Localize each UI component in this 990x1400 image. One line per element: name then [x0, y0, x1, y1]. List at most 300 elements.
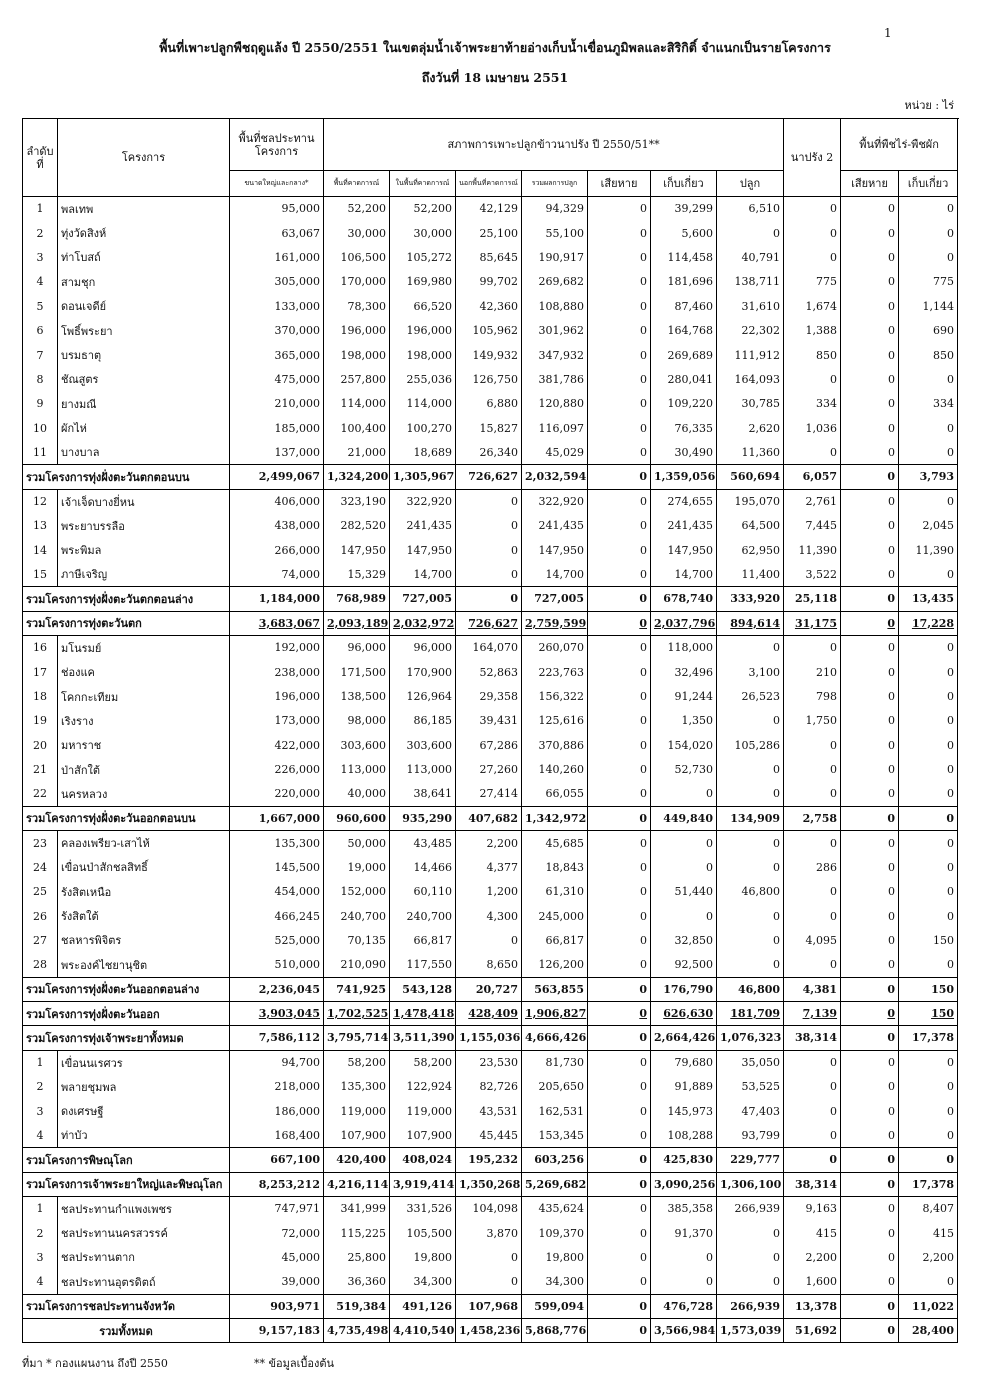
- value-cell: 0: [841, 514, 899, 538]
- value-cell: 1,305,967: [390, 465, 456, 489]
- row-number: 1: [23, 1050, 58, 1074]
- row-number: 22: [23, 782, 58, 806]
- summary-label: รวมโครงการชลประทานจังหวัด: [23, 1294, 230, 1318]
- value-cell: 176,790: [651, 977, 717, 1001]
- value-cell: 51,440: [651, 879, 717, 903]
- row-number: 17: [23, 660, 58, 684]
- value-cell: 19,800: [522, 1245, 588, 1269]
- value-cell: 64,500: [717, 514, 784, 538]
- value-cell: 0: [841, 953, 899, 977]
- value-cell: 240,700: [390, 904, 456, 928]
- value-cell: 422,000: [230, 733, 324, 757]
- value-cell: 305,000: [230, 270, 324, 294]
- value-cell: 13,435: [899, 587, 958, 611]
- value-cell: 0: [841, 465, 899, 489]
- value-cell: 147,950: [522, 538, 588, 562]
- value-cell: 0: [841, 538, 899, 562]
- col-header-forecast: พื้นที่คาดการณ์: [324, 171, 390, 197]
- value-cell: 0: [841, 1123, 899, 1147]
- value-cell: 0: [588, 806, 651, 830]
- project-name: พระองค์ไชยานุชิต: [58, 953, 230, 977]
- value-cell: 768,989: [324, 587, 390, 611]
- value-cell: 1,359,056: [651, 465, 717, 489]
- project-name: ชลประทานตาก: [58, 1245, 230, 1269]
- value-cell: 0: [899, 1270, 958, 1294]
- project-name: ชลประทานอุตรดิตถ์: [58, 1270, 230, 1294]
- summary-label: รวมโครงการทุ่งฝั่งตะวันออกตอนบน: [23, 806, 230, 830]
- value-cell: 0: [588, 318, 651, 342]
- value-cell: 169,980: [390, 270, 456, 294]
- row-number: 6: [23, 318, 58, 342]
- value-cell: 0: [899, 879, 958, 903]
- value-cell: 6,510: [717, 197, 784, 221]
- value-cell: 0: [588, 245, 651, 269]
- value-cell: 0: [899, 367, 958, 391]
- row-number: 19: [23, 709, 58, 733]
- value-cell: 0: [588, 416, 651, 440]
- value-cell: 0: [899, 1075, 958, 1099]
- value-cell: 30,490: [651, 440, 717, 464]
- value-cell: 70,135: [324, 928, 390, 952]
- value-cell: 334: [784, 392, 841, 416]
- row-number: 24: [23, 855, 58, 879]
- value-cell: 407,682: [456, 806, 522, 830]
- value-cell: 31,175: [784, 611, 841, 635]
- value-cell: 20,727: [456, 977, 522, 1001]
- value-cell: 667,100: [230, 1148, 324, 1172]
- value-cell: 30,000: [390, 221, 456, 245]
- value-cell: 282,520: [324, 514, 390, 538]
- value-cell: 0: [588, 1001, 651, 1025]
- project-name: ท่าบัว: [58, 1123, 230, 1147]
- value-cell: 25,100: [456, 221, 522, 245]
- value-cell: 0: [841, 1050, 899, 1074]
- value-cell: 280,041: [651, 367, 717, 391]
- value-cell: 0: [784, 440, 841, 464]
- value-cell: 0: [588, 660, 651, 684]
- value-cell: 0: [841, 367, 899, 391]
- value-cell: 0: [588, 1123, 651, 1147]
- value-cell: 164,768: [651, 318, 717, 342]
- value-cell: 438,000: [230, 514, 324, 538]
- summary-label: รวมโครงการเจ้าพระยาใหญ่และพิษณุโลก: [23, 1172, 230, 1196]
- row-number: 2: [23, 221, 58, 245]
- value-cell: 210,000: [230, 392, 324, 416]
- row-number: 26: [23, 904, 58, 928]
- value-cell: 0: [841, 440, 899, 464]
- value-cell: 45,685: [522, 831, 588, 855]
- value-cell: 52,200: [390, 197, 456, 221]
- value-cell: 190,917: [522, 245, 588, 269]
- value-cell: 181,709: [717, 1001, 784, 1025]
- value-cell: 43,531: [456, 1099, 522, 1123]
- project-name: ภาษีเจริญ: [58, 562, 230, 586]
- value-cell: 66,520: [390, 294, 456, 318]
- value-cell: 0: [717, 1245, 784, 1269]
- project-name: โคกกะเทียม: [58, 684, 230, 708]
- value-cell: 58,200: [324, 1050, 390, 1074]
- table-row: [23, 1221, 958, 1245]
- value-cell: 0: [784, 1123, 841, 1147]
- value-cell: 0: [841, 684, 899, 708]
- value-cell: 96,000: [324, 636, 390, 660]
- value-cell: 0: [588, 440, 651, 464]
- value-cell: 0: [841, 1099, 899, 1123]
- project-name: ท่าโบสถ์: [58, 245, 230, 269]
- table-row: [23, 1123, 958, 1147]
- value-cell: 156,322: [522, 684, 588, 708]
- project-name: รังสิตเหนือ: [58, 879, 230, 903]
- value-cell: 0: [588, 831, 651, 855]
- value-cell: 560,694: [717, 465, 784, 489]
- value-cell: 0: [456, 587, 522, 611]
- value-cell: 0: [651, 1245, 717, 1269]
- value-cell: 286: [784, 855, 841, 879]
- value-cell: 0: [717, 928, 784, 952]
- value-cell: 3,100: [717, 660, 784, 684]
- table-row: [23, 709, 958, 733]
- value-cell: 3,793: [899, 465, 958, 489]
- value-cell: 0: [841, 197, 899, 221]
- value-cell: 26,340: [456, 440, 522, 464]
- value-cell: 894,614: [717, 611, 784, 635]
- value-cell: 415: [899, 1221, 958, 1245]
- value-cell: 13,378: [784, 1294, 841, 1318]
- value-cell: 2,093,189: [324, 611, 390, 635]
- table-row: [23, 294, 958, 318]
- table-row: [23, 855, 958, 879]
- summary-label: รวมโครงการทุ่งฝั่งตะวันตกตอนล่าง: [23, 587, 230, 611]
- value-cell: 11,390: [899, 538, 958, 562]
- value-cell: 1,350: [651, 709, 717, 733]
- value-cell: 0: [588, 514, 651, 538]
- col-header-field-planted: ปลูก: [717, 171, 784, 197]
- row-number: 5: [23, 294, 58, 318]
- value-cell: 147,950: [390, 538, 456, 562]
- value-cell: 850: [784, 343, 841, 367]
- value-cell: 2,664,426: [651, 1026, 717, 1050]
- value-cell: 0: [841, 782, 899, 806]
- value-cell: 1,342,972: [522, 806, 588, 830]
- value-cell: 0: [651, 904, 717, 928]
- value-cell: 1,573,039: [717, 1318, 784, 1342]
- value-cell: 66,817: [390, 928, 456, 952]
- value-cell: 107,968: [456, 1294, 522, 1318]
- value-cell: 238,000: [230, 660, 324, 684]
- table-row: [23, 221, 958, 245]
- value-cell: 0: [841, 1245, 899, 1269]
- value-cell: 140,260: [522, 757, 588, 781]
- summary-row: [23, 587, 958, 611]
- value-cell: 0: [841, 1026, 899, 1050]
- row-number: 27: [23, 928, 58, 952]
- value-cell: 599,094: [522, 1294, 588, 1318]
- value-cell: 425,830: [651, 1148, 717, 1172]
- row-number: 21: [23, 757, 58, 781]
- col-header-irrigation-sub: ขนาดใหญ่และกลาง*: [230, 171, 324, 197]
- value-cell: 741,925: [324, 977, 390, 1001]
- value-cell: 0: [899, 562, 958, 586]
- col-header-rice-group: สภาพการเพาะปลูกข้าวนาปรัง ปี 2550/51**: [324, 119, 784, 171]
- value-cell: 0: [841, 562, 899, 586]
- value-cell: 161,000: [230, 245, 324, 269]
- value-cell: 198,000: [390, 343, 456, 367]
- value-cell: 95,000: [230, 197, 324, 221]
- value-cell: 850: [899, 343, 958, 367]
- table-row: [23, 1245, 958, 1269]
- value-cell: 0: [456, 1245, 522, 1269]
- value-cell: 63,067: [230, 221, 324, 245]
- value-cell: 94,700: [230, 1050, 324, 1074]
- value-cell: 0: [899, 806, 958, 830]
- value-cell: 678,740: [651, 587, 717, 611]
- value-cell: 173,000: [230, 709, 324, 733]
- value-cell: 0: [784, 1050, 841, 1074]
- value-cell: 99,702: [456, 270, 522, 294]
- value-cell: 0: [841, 294, 899, 318]
- value-cell: 106,500: [324, 245, 390, 269]
- value-cell: 0: [717, 1221, 784, 1245]
- value-cell: 303,600: [324, 733, 390, 757]
- value-cell: 0: [588, 855, 651, 879]
- summary-row: [23, 1294, 958, 1318]
- value-cell: 154,020: [651, 733, 717, 757]
- value-cell: 3,566,984: [651, 1318, 717, 1342]
- value-cell: 435,624: [522, 1197, 588, 1221]
- value-cell: 25,800: [324, 1245, 390, 1269]
- summary-label: รวมทั้งหมด: [23, 1318, 230, 1342]
- value-cell: 51,692: [784, 1318, 841, 1342]
- value-cell: 0: [899, 684, 958, 708]
- value-cell: 87,460: [651, 294, 717, 318]
- value-cell: 0: [588, 1294, 651, 1318]
- value-cell: 145,973: [651, 1099, 717, 1123]
- value-cell: 229,777: [717, 1148, 784, 1172]
- value-cell: 0: [651, 855, 717, 879]
- value-cell: 0: [588, 879, 651, 903]
- value-cell: 164,070: [456, 636, 522, 660]
- value-cell: 245,000: [522, 904, 588, 928]
- value-cell: 42,129: [456, 197, 522, 221]
- value-cell: 0: [651, 831, 717, 855]
- value-cell: 255,036: [390, 367, 456, 391]
- value-cell: 126,964: [390, 684, 456, 708]
- col-header-field-damaged: เสียหาย: [841, 171, 899, 197]
- value-cell: 0: [588, 1270, 651, 1294]
- table-row: [23, 660, 958, 684]
- value-cell: 1,674: [784, 294, 841, 318]
- value-cell: 747,971: [230, 1197, 324, 1221]
- value-cell: 98,000: [324, 709, 390, 733]
- value-cell: 9,157,183: [230, 1318, 324, 1342]
- value-cell: 0: [899, 953, 958, 977]
- value-cell: 543,128: [390, 977, 456, 1001]
- row-number: 18: [23, 684, 58, 708]
- value-cell: 0: [588, 1172, 651, 1196]
- value-cell: 2,620: [717, 416, 784, 440]
- table-row: [23, 684, 958, 708]
- value-cell: 134,909: [717, 806, 784, 830]
- value-cell: 241,435: [390, 514, 456, 538]
- value-cell: 0: [841, 977, 899, 1001]
- value-cell: 0: [717, 953, 784, 977]
- value-cell: 365,000: [230, 343, 324, 367]
- project-name: มโนรมย์: [58, 636, 230, 660]
- col-header-in-forecast: ในพื้นที่คาดการณ์: [390, 171, 456, 197]
- project-name: เขื่อนนเรศวร: [58, 1050, 230, 1074]
- table-row: [23, 514, 958, 538]
- value-cell: 0: [899, 636, 958, 660]
- value-cell: 1,906,827: [522, 1001, 588, 1025]
- value-cell: 5,868,776: [522, 1318, 588, 1342]
- value-cell: 4,410,540: [390, 1318, 456, 1342]
- row-number: 11: [23, 440, 58, 464]
- value-cell: 52,863: [456, 660, 522, 684]
- value-cell: 34,300: [390, 1270, 456, 1294]
- value-cell: 0: [899, 245, 958, 269]
- value-cell: 36,360: [324, 1270, 390, 1294]
- value-cell: 192,000: [230, 636, 324, 660]
- value-cell: 2,499,067: [230, 465, 324, 489]
- value-cell: 76,335: [651, 416, 717, 440]
- value-cell: 626,630: [651, 1001, 717, 1025]
- project-name: มหาราช: [58, 733, 230, 757]
- col-header-rice2: นาปรัง 2: [784, 119, 841, 197]
- value-cell: 4,381: [784, 977, 841, 1001]
- value-cell: 0: [899, 440, 958, 464]
- value-cell: 171,500: [324, 660, 390, 684]
- value-cell: 257,800: [324, 367, 390, 391]
- value-cell: 0: [784, 831, 841, 855]
- table-row: [23, 343, 958, 367]
- value-cell: 0: [841, 831, 899, 855]
- value-cell: 38,641: [390, 782, 456, 806]
- table-row: [23, 489, 958, 513]
- value-cell: 126,200: [522, 953, 588, 977]
- value-cell: 5,269,682: [522, 1172, 588, 1196]
- row-number: 4: [23, 270, 58, 294]
- value-cell: 727,005: [390, 587, 456, 611]
- value-cell: 114,458: [651, 245, 717, 269]
- value-cell: 35,050: [717, 1050, 784, 1074]
- value-cell: 2,037,796: [651, 611, 717, 635]
- value-cell: 0: [717, 757, 784, 781]
- value-cell: 11,360: [717, 440, 784, 464]
- value-cell: 775: [784, 270, 841, 294]
- value-cell: 11,022: [899, 1294, 958, 1318]
- col-header-irrigation-area: พื้นที่ชลประทานโครงการ: [230, 119, 324, 171]
- value-cell: 428,409: [456, 1001, 522, 1025]
- value-cell: 8,650: [456, 953, 522, 977]
- value-cell: 323,190: [324, 489, 390, 513]
- project-name: เริงราง: [58, 709, 230, 733]
- row-number: 2: [23, 1075, 58, 1099]
- value-cell: 120,880: [522, 392, 588, 416]
- value-cell: 333,920: [717, 587, 784, 611]
- value-cell: 260,070: [522, 636, 588, 660]
- table-row: [23, 1099, 958, 1123]
- value-cell: 145,500: [230, 855, 324, 879]
- project-name: ยางมณี: [58, 392, 230, 416]
- value-cell: 114,000: [390, 392, 456, 416]
- value-cell: 0: [588, 1148, 651, 1172]
- value-cell: 476,728: [651, 1294, 717, 1318]
- value-cell: 408,024: [390, 1148, 456, 1172]
- value-cell: 1,200: [456, 879, 522, 903]
- table-row: [23, 197, 958, 221]
- value-cell: 0: [841, 343, 899, 367]
- row-number: 15: [23, 562, 58, 586]
- value-cell: 0: [456, 489, 522, 513]
- value-cell: 1,350,268: [456, 1172, 522, 1196]
- row-number: 3: [23, 1245, 58, 1269]
- table-row: [23, 953, 958, 977]
- value-cell: 0: [841, 221, 899, 245]
- value-cell: 0: [841, 1221, 899, 1245]
- crop-area-table: [22, 118, 958, 1343]
- value-cell: 0: [588, 1026, 651, 1050]
- value-cell: 0: [784, 953, 841, 977]
- value-cell: 30,000: [324, 221, 390, 245]
- row-number: 23: [23, 831, 58, 855]
- value-cell: 0: [841, 392, 899, 416]
- value-cell: 322,920: [390, 489, 456, 513]
- value-cell: 0: [456, 928, 522, 952]
- value-cell: 466,245: [230, 904, 324, 928]
- value-cell: 218,000: [230, 1075, 324, 1099]
- value-cell: 727,005: [522, 587, 588, 611]
- value-cell: 0: [899, 1123, 958, 1147]
- footer-note: ** ข้อมูลเบื้องต้น: [254, 1357, 334, 1370]
- value-cell: 1,076,323: [717, 1026, 784, 1050]
- value-cell: 72,000: [230, 1221, 324, 1245]
- value-cell: 91,244: [651, 684, 717, 708]
- value-cell: 0: [588, 684, 651, 708]
- value-cell: 122,924: [390, 1075, 456, 1099]
- value-cell: 0: [841, 611, 899, 635]
- value-cell: 52,730: [651, 757, 717, 781]
- table-row: [23, 904, 958, 928]
- value-cell: 266,939: [717, 1197, 784, 1221]
- value-cell: 118,000: [651, 636, 717, 660]
- value-cell: 726,627: [456, 465, 522, 489]
- table-row: [23, 270, 958, 294]
- value-cell: 960,600: [324, 806, 390, 830]
- value-cell: 0: [841, 270, 899, 294]
- value-cell: 347,932: [522, 343, 588, 367]
- value-cell: 0: [841, 1270, 899, 1294]
- table-row: [23, 928, 958, 952]
- value-cell: 226,000: [230, 757, 324, 781]
- project-name: ดงเศรษฐี: [58, 1099, 230, 1123]
- value-cell: 27,260: [456, 757, 522, 781]
- value-cell: 0: [784, 1075, 841, 1099]
- value-cell: 150: [899, 928, 958, 952]
- value-cell: 0: [588, 587, 651, 611]
- value-cell: 449,840: [651, 806, 717, 830]
- value-cell: 0: [588, 1197, 651, 1221]
- summary-row: [23, 1001, 958, 1025]
- value-cell: 91,370: [651, 1221, 717, 1245]
- table-row: [23, 636, 958, 660]
- value-cell: 0: [588, 538, 651, 562]
- value-cell: 196,000: [390, 318, 456, 342]
- summary-row: [23, 977, 958, 1001]
- value-cell: 66,817: [522, 928, 588, 952]
- table-row: [23, 318, 958, 342]
- project-name: ชลประทานกำแพงเพชร: [58, 1197, 230, 1221]
- summary-row: [23, 611, 958, 635]
